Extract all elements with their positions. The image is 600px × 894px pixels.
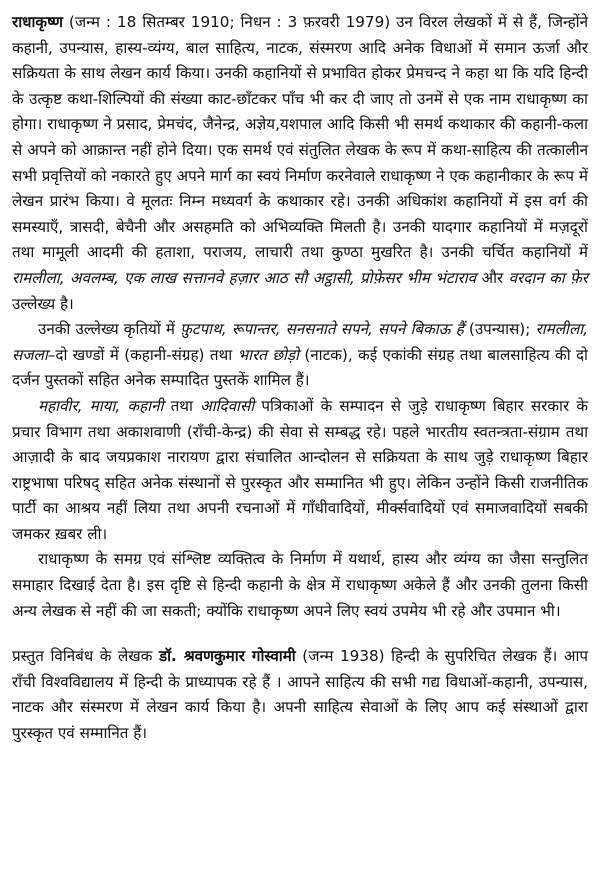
text-run: प्रस्तुत विनिबंध के लेखक <box>12 647 159 666</box>
text-run: (नाटक), कई एकांकी संग्रह तथा बालसाहित्य की दो दर्जन पुस्तकों सहित अनेक सम्पादित पुस्तकें शामिल हैं। <box>12 345 588 390</box>
magazine-title: आदिवासी <box>200 396 255 415</box>
paragraph-assessment <box>12 547 588 624</box>
text-run: (उपन्यास); <box>463 320 536 339</box>
text-run: –दो खण्डों में (कहानी-संग्रह) तथा <box>47 345 238 364</box>
collection-titles: रामलीला, सजला <box>12 320 589 364</box>
story-titles: रामलीला, अवलम्ब, एक लाख सत्तानवे हज़ार आठ सौ अट्ठासी, प्रोफ़ेसर भीम भंटाराव <box>12 268 477 287</box>
text-run: (जन्म : 18 सितम्बर 1910; निधन : 3 फ़रवरी 1979) उन विरल लेखकों में से हैं, जिन्होंने कहानी, उपन्यास, हास्य-व्यंग्य, बाल साहित्य, नाटक, संस्मरण आदि अनेक विधाओं में समान ऊर्जा और सक्रियता के साथ लेखन कार्य किया। उनकी कहानियों से प्रभावित होकर प्रेमचन्द ने कहा था कि यदि हिन्दी के उत्कृष्ट कथा-शिल्पियों की संख्या काट-छाँटकर पाँच भी कर दी जाए तो उनमें से एक नाम राधाकृष्ण का होगा। राधाकृष्ण ने प्रसाद, प्रेमचंद, जैनेन्द्र, अज्ञेय,यशपाल आदि किसी भी समर्थ कथाकार की कहानी-कला से अपने को आक्रान्त नहीं होने दिया। एक समर्थ एवं संतुलित लेखक के रूप में कथा-साहित्य की तत्कालीन सभी प्रवृत्तियों को नकारते हुए अपने मार्ग का स्वयं निर्माण करनेवाले राधाकृष्ण ने एक कहानीकार के रूप में लेखन प्रारंभ किया। वे मूलतः निम्न मध्यवर्ग के कथाकार रहे। उनकी अधिकांश कहानियों में इस वर्ग की समस्याएँ, त्रासदी, बेचैनी और असहमति को अभिव्यक्ति मिलती है। उनकी यादगार कहानियों में मज़दूरों तथा मामूली आदमी की हताशा, पराजय, लाचारी तथा कुण्ठा मुखरित है। उनकी चर्चित कहानियों में <box>12 13 588 262</box>
play-title: भारत छोड़ो <box>237 345 299 364</box>
text-run: और <box>476 268 509 287</box>
text-run: (जन्म 1938) हिन्दी के सुपरिचित लेखक हैं। आप राँची विश्वविद्यालय में हिन्दी के प्राध्यापक रहे हैं । आपने साहित्य की सभी गद्य विधाओं-कहानी, उपन्यास, नाटक और संस्मरण में लेखन कार्य किया है। अपनी साहित्य सेवाओं के लिए आप कई संस्थाओं द्वारा पुरस्कृत एवं सम्मानित हैं। <box>12 647 588 743</box>
text-run: उनकी उल्लेख्य कृतियों में <box>38 320 181 339</box>
text-run: पत्रिकाओं के सम्पादन से जुड़े राधाकृष्ण बिहार सरकार के प्रचार विभाग तथा अकाशवाणी (राँची-केन्द्र) की सेवा से सम्बद्ध रहे। पहले भारतीय स्वतन्त्रता-संग्राम तथा आज़ादी के बाद जयप्रकाश नारायण द्वारा संचालित आन्दोलन से सक्रियता के साथ जुड़े राधाकृष्ण बिहार राष्ट्रभाषा परिषद् सहित अनेक संस्थानों से पुरस्कृत और सम्मानित भी हुए। लेकिन उन्होंने किसी राजनीतिक पार्टी का आश्रय नहीं लिया तथा अपनी रचनाओं में गाँधीवादियों, मीर्क्सवादियों एवं समाजवादियों सबकी जमकर ख़बर ली। <box>12 396 588 543</box>
paragraph-about-writer <box>12 644 588 746</box>
novel-titles: फ़ुटपाथ, रूपान्तर, सनसनाते सपने, सपने बिकाऊ हैं <box>180 320 464 339</box>
paragraph-career <box>12 394 588 548</box>
paragraph-biography <box>12 10 588 317</box>
magazine-titles: महावीर, माया, कहानी <box>38 396 164 415</box>
writer-name: डॉ. श्रवणकुमार गोस्वामी <box>158 647 296 666</box>
paragraph-works <box>12 317 588 394</box>
paragraph-gap <box>12 624 588 644</box>
author-name: राधाकृष्ण <box>12 13 63 31</box>
text-run: तथा <box>163 396 201 415</box>
text-run: राधाकृष्ण के समग्र एवं संश्लिष्ट व्यक्तित्व के निर्माण में यथार्थ, हास्य और व्यंग्य का जैसा सन्तुलित समाहार दिखाई देता है। इस दृष्टि से हिन्दी कहानी के क्षेत्र में राधाकृष्ण अकेले हैं और उनकी तुलना किसी अन्य लेखक से नहीं की जा सकती; क्योंकि राधाकृष्ण अपने लिए स्वयं उपमेय भी रहे और उपमान भी। <box>12 550 588 620</box>
story-title: वरदान का फ़ेर <box>508 268 588 287</box>
text-run: उल्लेख्य है। <box>12 294 74 313</box>
